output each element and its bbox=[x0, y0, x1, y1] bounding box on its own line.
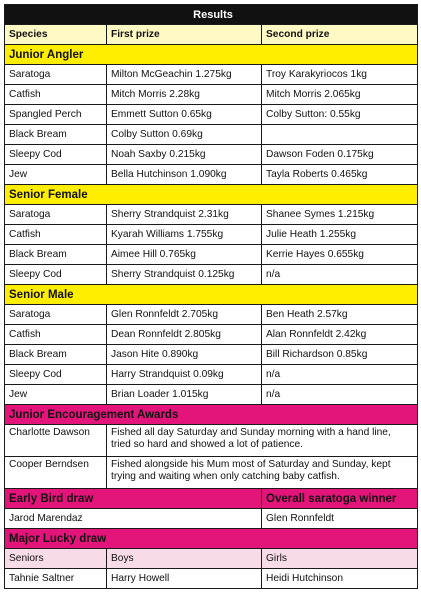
award-row bbox=[5, 425, 418, 457]
column-header-first-prize: First prize bbox=[107, 25, 262, 45]
table-row bbox=[5, 205, 418, 225]
species-cell: Sleepy Cod bbox=[5, 145, 107, 165]
second-prize-cell: Dawson Foden 0.175kg bbox=[262, 145, 418, 165]
first-prize-cell: Glen Ronnfeldt 2.705kg bbox=[107, 305, 262, 325]
second-prize-cell: n/a bbox=[262, 385, 418, 405]
second-prize-cell: Julie Heath 1.255kg bbox=[262, 225, 418, 245]
first-prize-cell: Noah Saxby 0.215kg bbox=[107, 145, 262, 165]
lucky-draw-winner-girls: Heidi Hutchinson bbox=[262, 569, 418, 589]
table-row bbox=[5, 365, 418, 385]
species-cell: Sleepy Cod bbox=[5, 365, 107, 385]
column-header-second-prize: Second prize bbox=[262, 25, 418, 45]
early-bird-winner: Jarod Marendaz bbox=[5, 509, 262, 529]
first-prize-cell: Mitch Morris 2.28kg bbox=[107, 85, 262, 105]
first-prize-cell: Dean Ronnfeldt 2.805kg bbox=[107, 325, 262, 345]
column-header-species: Species bbox=[5, 25, 107, 45]
lucky-draw-column-girls: Girls bbox=[262, 549, 418, 569]
first-prize-cell: Milton McGeachin 1.275kg bbox=[107, 65, 262, 85]
award-row bbox=[5, 457, 418, 489]
section-heading-lucky-draw bbox=[5, 529, 418, 549]
species-cell: Saratoga bbox=[5, 305, 107, 325]
lucky-draw-column-row bbox=[5, 549, 418, 569]
table-row bbox=[5, 345, 418, 365]
second-prize-cell: Colby Sutton: 0.55kg bbox=[262, 105, 418, 125]
section-heading: Junior Encouragement Awards bbox=[5, 405, 418, 425]
lucky-draw-column-boys: Boys bbox=[107, 549, 262, 569]
section-heading-senior-female bbox=[5, 185, 418, 205]
second-prize-cell: Bill Richardson 0.85kg bbox=[262, 345, 418, 365]
second-prize-cell bbox=[262, 125, 418, 145]
species-cell: Sleepy Cod bbox=[5, 265, 107, 285]
species-cell: Catfish bbox=[5, 85, 107, 105]
lucky-draw-winner-seniors: Tahnie Saltner bbox=[5, 569, 107, 589]
draw-heading-row bbox=[5, 489, 418, 509]
draw-winner-row bbox=[5, 509, 418, 529]
award-recipient: Charlotte Dawson bbox=[5, 425, 107, 457]
table-row bbox=[5, 85, 418, 105]
overall-saratoga-winner: Glen Ronnfeldt bbox=[262, 509, 418, 529]
overall-saratoga-heading: Overall saratoga winner bbox=[262, 489, 418, 509]
second-prize-cell: n/a bbox=[262, 265, 418, 285]
first-prize-cell: Bella Hutchinson 1.090kg bbox=[107, 165, 262, 185]
first-prize-cell: Harry Strandquist 0.09kg bbox=[107, 365, 262, 385]
section-heading-junior-angler bbox=[5, 45, 418, 65]
section-heading: Major Lucky draw bbox=[5, 529, 418, 549]
second-prize-cell: Alan Ronnfeldt 2.42kg bbox=[262, 325, 418, 345]
second-prize-cell: Troy Karakyriocos 1kg bbox=[262, 65, 418, 85]
table-row bbox=[5, 245, 418, 265]
table-row bbox=[5, 165, 418, 185]
table-row bbox=[5, 105, 418, 125]
species-cell: Jew bbox=[5, 165, 107, 185]
table-row bbox=[5, 265, 418, 285]
second-prize-cell: Shanee Symes 1.215kg bbox=[262, 205, 418, 225]
second-prize-cell: Kerrie Hayes 0.655kg bbox=[262, 245, 418, 265]
first-prize-cell: Sherry Strandquist 2.31kg bbox=[107, 205, 262, 225]
table-row bbox=[5, 125, 418, 145]
species-cell: Black Bream bbox=[5, 245, 107, 265]
first-prize-cell: Sherry Strandquist 0.125kg bbox=[107, 265, 262, 285]
lucky-draw-column-seniors: Seniors bbox=[5, 549, 107, 569]
second-prize-cell: Ben Heath 2.57kg bbox=[262, 305, 418, 325]
second-prize-cell: Mitch Morris 2.065kg bbox=[262, 85, 418, 105]
table-row bbox=[5, 385, 418, 405]
first-prize-cell: Brian Loader 1.015kg bbox=[107, 385, 262, 405]
section-heading: Senior Male bbox=[5, 285, 418, 305]
species-cell: Saratoga bbox=[5, 65, 107, 85]
title-row bbox=[5, 5, 418, 25]
early-bird-heading: Early Bird draw bbox=[5, 489, 262, 509]
section-heading: Senior Female bbox=[5, 185, 418, 205]
species-cell: Spangled Perch bbox=[5, 105, 107, 125]
award-description: Fished alongside his Mum most of Saturday and Sunday, kept trying and waiting when only catching baby catfish. bbox=[107, 457, 418, 489]
table-row bbox=[5, 225, 418, 245]
column-header-row bbox=[5, 25, 418, 45]
table-row bbox=[5, 305, 418, 325]
second-prize-cell: n/a bbox=[262, 365, 418, 385]
first-prize-cell: Jason Hite 0.890kg bbox=[107, 345, 262, 365]
first-prize-cell: Emmett Sutton 0.65kg bbox=[107, 105, 262, 125]
award-description: Fished all day Saturday and Sunday morning with a hand line, tried so hard and showed a lot of patience. bbox=[107, 425, 418, 457]
species-cell: Saratoga bbox=[5, 205, 107, 225]
species-cell: Black Bream bbox=[5, 345, 107, 365]
section-heading-encouragement bbox=[5, 405, 418, 425]
species-cell: Catfish bbox=[5, 225, 107, 245]
lucky-draw-winner-boys: Harry Howell bbox=[107, 569, 262, 589]
table-row bbox=[5, 145, 418, 165]
first-prize-cell: Colby Sutton 0.69kg bbox=[107, 125, 262, 145]
results-title: Results bbox=[5, 5, 418, 25]
results-table bbox=[4, 4, 418, 589]
table-row bbox=[5, 65, 418, 85]
species-cell: Catfish bbox=[5, 325, 107, 345]
table-row bbox=[5, 325, 418, 345]
second-prize-cell: Tayla Roberts 0.465kg bbox=[262, 165, 418, 185]
species-cell: Jew bbox=[5, 385, 107, 405]
section-heading-senior-male bbox=[5, 285, 418, 305]
species-cell: Black Bream bbox=[5, 125, 107, 145]
section-heading: Junior Angler bbox=[5, 45, 418, 65]
award-recipient: Cooper Berndsen bbox=[5, 457, 107, 489]
lucky-draw-winner-row bbox=[5, 569, 418, 589]
first-prize-cell: Kyarah Williams 1.755kg bbox=[107, 225, 262, 245]
first-prize-cell: Aimee Hill 0.765kg bbox=[107, 245, 262, 265]
